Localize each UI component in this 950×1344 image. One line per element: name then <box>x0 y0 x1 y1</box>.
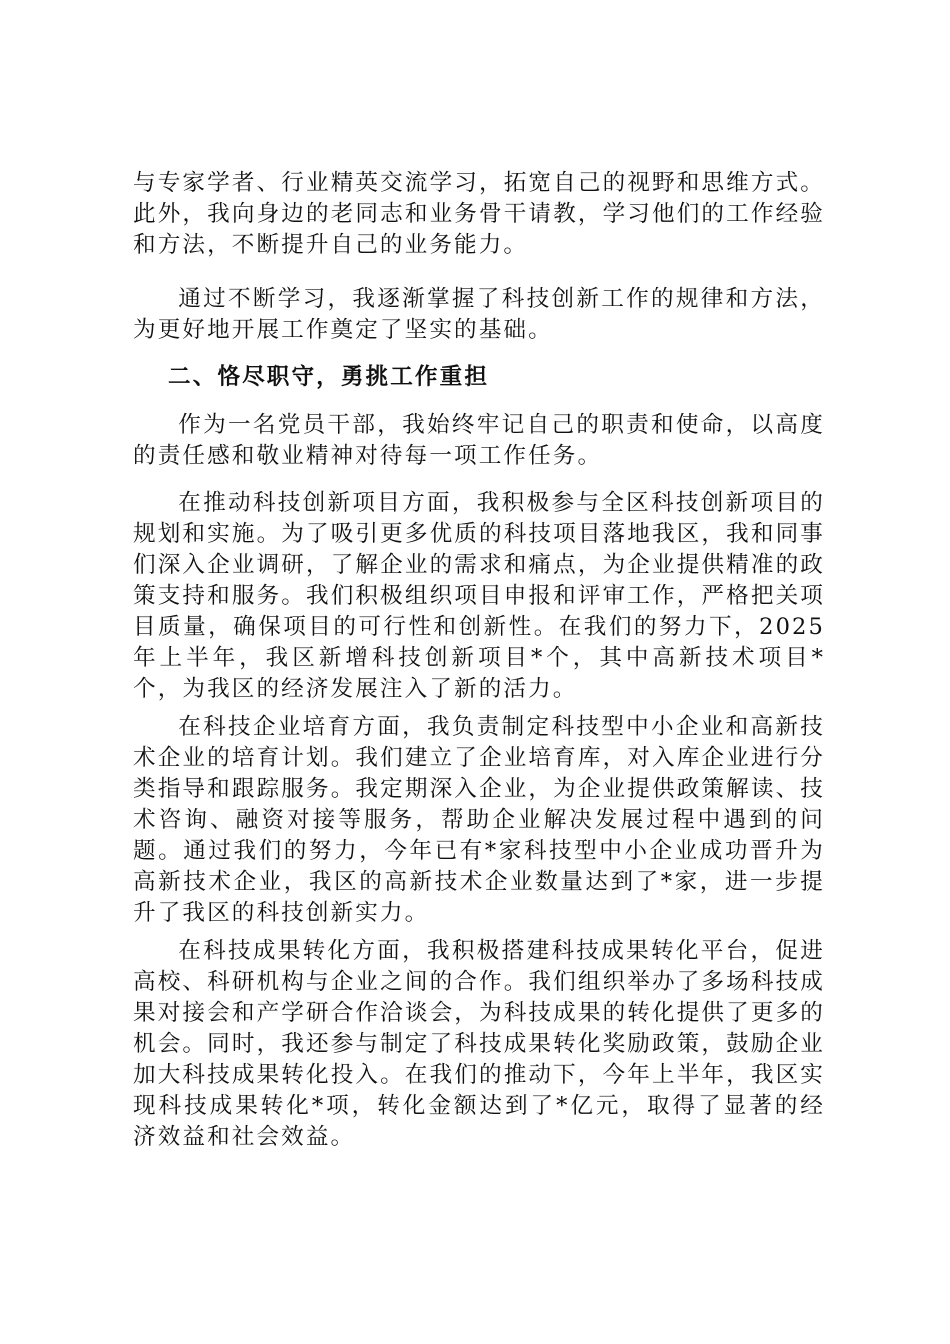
paragraph-enterprise-cultivation: 在科技企业培育方面，我负责制定科技型中小企业和高新技术企业的培育计划。我们建立了企业培育库，对入库企业进行分类指导和跟踪服务。我定期深入企业，为企业提供政策解读、技术咨询、融资对接等服务，帮助企业解决发展过程中遇到的问题。通过我们的努力，今年已有*家科技型中小企业成功晋升为高新技术企业，我区的高新技术企业数量达到了*家，进一步提升了我区的科技创新实力。 <box>133 714 825 926</box>
paragraph-achievement-transfer: 在科技成果转化方面，我积极搭建科技成果转化平台，促进高校、科研机构与企业之间的合作。我们组织举办了多场科技成果对接会和产学研合作洽谈会，为科技成果的转化提供了更多的机会。同时，我还参与制定了科技成果转化奖励政策，鼓励企业加大科技成果转化投入。在我们的推动下，今年上半年，我区实现科技成果转化*项，转化金额达到了*亿元，取得了显著的经济效益和社会效益。 <box>133 938 825 1150</box>
paragraph-continued: 与专家学者、行业精英交流学习，拓宽自己的视野和思维方式。此外，我向身边的老同志和业务骨干请教，学习他们的工作经验和方法，不断提升自己的业务能力。 <box>133 170 825 258</box>
paragraph-learning-summary: 通过不断学习，我逐渐掌握了科技创新工作的规律和方法，为更好地开展工作奠定了坚实的基础。 <box>133 286 825 343</box>
paragraph-duty: 作为一名党员干部，我始终牢记自己的职责和使命，以高度的责任感和敬业精神对待每一项工作任务。 <box>133 412 825 469</box>
section-heading: 二、恪尽职守，勇挑工作重担 <box>168 364 490 390</box>
paragraph-innovation-projects: 在推动科技创新项目方面，我积极参与全区科技创新项目的规划和实施。为了吸引更多优质的科技项目落地我区，我和同事们深入企业调研，了解企业的需求和痛点，为企业提供精准的政策支持和服务。我们积极组织项目申报和评审工作，严格把关项目质量，确保项目的可行性和创新性。在我们的努力下，2025年上半年，我区新增科技创新项目*个，其中高新技术项目*个，为我区的经济发展注入了新的活力。 <box>133 490 825 702</box>
